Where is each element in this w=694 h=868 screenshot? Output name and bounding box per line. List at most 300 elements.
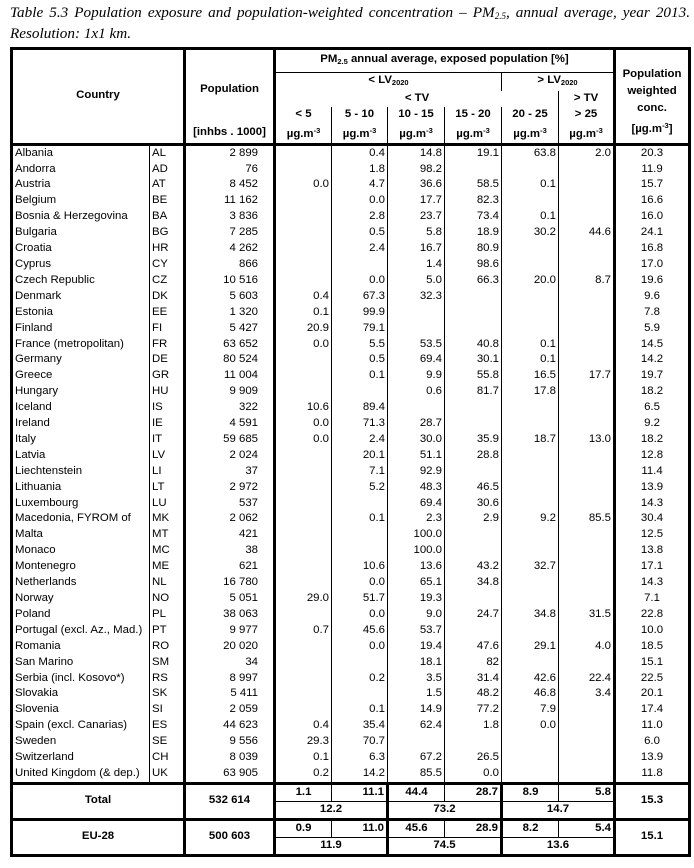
weighted-conc-value: 12.8 [615,448,690,464]
exposure-value [559,718,615,734]
weighted-conc-value: 16.6 [615,193,690,209]
exposure-value: 28.7 [388,416,445,432]
weighted-conc-value: 6.0 [615,734,690,750]
exposure-value: 66.3 [445,273,502,289]
table-row [12,623,690,639]
exposure-value: 0.0 [275,432,332,448]
population-value: 5 427 [185,321,275,337]
exposure-value: 69.4 [388,352,445,368]
exposure-value: 89.4 [332,400,388,416]
exposure-value [559,734,615,750]
exposure-value [445,734,502,750]
country-code: SE [150,734,185,750]
exposure-value: 100.0 [388,527,445,543]
table-row [12,607,690,623]
exposure-value [502,543,559,559]
exposure-value: 14.2 [332,766,388,783]
population-value: 11 162 [185,193,275,209]
table-row [12,368,690,384]
weighted-conc-value: 14.5 [615,337,690,353]
table-row [12,496,690,512]
exposure-value: 20.0 [502,273,559,289]
exposure-value [332,543,388,559]
population-value: 5 603 [185,289,275,305]
table-row [12,543,690,559]
exposure-value: 0.4 [332,144,388,161]
population-value: 866 [185,257,275,273]
exposure-value: 23.7 [388,209,445,225]
weighted-conc-value: 17.4 [615,702,690,718]
country-code: DK [150,289,185,305]
table-row [12,639,690,655]
country-code: NO [150,591,185,607]
population-value: 2 062 [185,511,275,527]
exposure-value [275,671,332,687]
country-name: Slovenia [12,702,150,718]
unit-cell: $\mu g.m^{-3}$ [559,123,615,144]
exposure-value [332,686,388,702]
exposure-value [275,384,332,400]
country-name: Serbia (incl. Kosovo*) [12,671,150,687]
country-code: CZ [150,273,185,289]
exposure-value: 98.6 [445,257,502,273]
exposure-value [502,400,559,416]
weighted-conc-value: 14.2 [615,352,690,368]
exposure-value: 29.3 [275,734,332,750]
exposure-value: 55.8 [445,368,502,384]
exposure-value: 0.0 [445,766,502,783]
exposure-value: 31.5 [559,607,615,623]
country-name: Hungary [12,384,150,400]
exposure-value [445,289,502,305]
exposure-value: 9.2 [502,511,559,527]
exposure-value [502,257,559,273]
exposure-value: 70.7 [332,734,388,750]
weighted-conc-value: 9.2 [615,416,690,432]
exposure-value: 0.1 [502,352,559,368]
country-code: LV [150,448,185,464]
total-row [12,783,690,801]
exposure-value: 0.1 [332,702,388,718]
exposure-value: 30.6 [445,496,502,512]
exposure-value [502,623,559,639]
country-code: FI [150,321,185,337]
exposure-value: 46.5 [445,480,502,496]
exposure-value: 53.7 [388,623,445,639]
exposure-value [502,464,559,480]
population-value: 8 452 [185,177,275,193]
population-value: 3 836 [185,209,275,225]
exposure-value [275,543,332,559]
exposure-value [445,543,502,559]
exposure-value [559,337,615,353]
exposure-value: 77.2 [445,702,502,718]
exposure-value [559,464,615,480]
country-name: Malta [12,527,150,543]
exposure-value [559,559,615,575]
exposure-value: 20.1 [332,448,388,464]
weighted-conc-value: 17.1 [615,559,690,575]
population-value: 10 516 [185,273,275,289]
exposure-value [445,305,502,321]
weighted-conc-value: 18.2 [615,384,690,400]
table-row [12,511,690,527]
country-name: Slovakia [12,686,150,702]
exposure-value: 30.2 [502,225,559,241]
table-row [12,766,690,783]
total-group-value: 14.7 [502,801,615,819]
exposure-value: 17.7 [388,193,445,209]
exposure-value [445,623,502,639]
country-name: Macedonia, FYROM of [12,511,150,527]
exposure-value: 45.6 [332,623,388,639]
population-value: 38 063 [185,607,275,623]
exposure-value [502,527,559,543]
exposure-value: 18.1 [388,655,445,671]
country-code: LU [150,496,185,512]
exposure-value: 2.4 [332,432,388,448]
exposure-value: 62.4 [388,718,445,734]
exposure-value: 82 [445,655,502,671]
table-row [12,416,690,432]
weighted-conc-value: 19.6 [615,273,690,289]
exposure-value: 0.0 [332,639,388,655]
population-value: 44 623 [185,718,275,734]
country-name: Norway [12,591,150,607]
table-row [12,671,690,687]
exposure-value [559,448,615,464]
exposure-value [388,400,445,416]
header-weighted-conc: Population weighted conc. $[\mu g.m^{-3}]$ [615,49,690,145]
population-value: 2 059 [185,702,275,718]
country-name: Austria [12,177,150,193]
exposure-value: 0.0 [332,273,388,289]
country-code: IE [150,416,185,432]
weighted-conc-value: 18.5 [615,639,690,655]
exposure-value [445,527,502,543]
country-name: Switzerland [12,750,150,766]
exposure-value: 0.0 [332,607,388,623]
header-above-lv2020: > $LV_{2020}$ [502,73,615,91]
exposure-value [502,575,559,591]
exposure-value: 85.5 [388,766,445,783]
country-name: Liechtenstein [12,464,150,480]
exposure-value [275,352,332,368]
population-value: 7 285 [185,225,275,241]
weighted-conc-value: 16.8 [615,241,690,257]
weighted-conc-value: 22.5 [615,671,690,687]
exposure-value [275,448,332,464]
exposure-value: 4.7 [332,177,388,193]
table-row [12,384,690,400]
exposure-value [445,464,502,480]
exposure-value [445,162,502,178]
population-value: 421 [185,527,275,543]
exposure-value: 67.3 [332,289,388,305]
exposure-value [559,702,615,718]
exposure-value: 35.4 [332,718,388,734]
exposure-value [502,289,559,305]
country-name: Poland [12,607,150,623]
weighted-conc-value: 13.9 [615,480,690,496]
weighted-conc-value: 7.8 [615,305,690,321]
exposure-value [275,686,332,702]
exposure-value [388,321,445,337]
country-name: Ireland [12,416,150,432]
exposure-value: 48.3 [388,480,445,496]
exposure-value [332,527,388,543]
country-code: AL [150,144,185,161]
total-exposure-value: 11.0 [332,819,388,837]
weighted-conc-value: 16.0 [615,209,690,225]
total-population: 532 614 [185,783,275,819]
exposure-value [559,416,615,432]
exposure-value [559,289,615,305]
population-value: 80 524 [185,352,275,368]
country-code: LT [150,480,185,496]
header-below-tv: < TV [404,91,430,104]
exposure-value: 65.1 [388,575,445,591]
table-row [12,225,690,241]
exposure-value [275,273,332,289]
exposure-value: 14.9 [388,702,445,718]
country-code: SK [150,686,185,702]
population-exposure-table [10,47,691,857]
weighted-conc-value: 19.7 [615,368,690,384]
exposure-value: 44.6 [559,225,615,241]
country-code: PL [150,607,185,623]
header-bin-gt25: > 25 [559,107,615,123]
exposure-value: 14.8 [388,144,445,161]
weighted-conc-value: 11.4 [615,464,690,480]
table-row [12,400,690,416]
weighted-conc-value: 11.0 [615,718,690,734]
country-name: Estonia [12,305,150,321]
population-value: 9 909 [185,384,275,400]
exposure-value: 24.7 [445,607,502,623]
exposure-value [502,591,559,607]
country-code: CH [150,750,185,766]
unit-cell: $\mu g.m^{-3}$ [275,123,332,144]
table-row [12,321,690,337]
weighted-conc-value: 6.5 [615,400,690,416]
exposure-value: 32.7 [502,559,559,575]
exposure-value: 92.9 [388,464,445,480]
country-code: IS [150,400,185,416]
country-name: Cyprus [12,257,150,273]
header-population-unit: [inhbs . 1000] [185,123,275,144]
exposure-value: 10.6 [275,400,332,416]
exposure-value: 0.1 [275,750,332,766]
exposure-value: 67.2 [388,750,445,766]
exposure-value: 0.2 [275,766,332,783]
weighted-conc-value: 14.3 [615,575,690,591]
country-code: NL [150,575,185,591]
country-name: Lithuania [12,480,150,496]
exposure-value [559,591,615,607]
total-row [12,819,690,837]
total-exposure-value: 8.2 [502,819,559,837]
country-code: BE [150,193,185,209]
population-value: 16 780 [185,575,275,591]
country-name: Luxembourg [12,496,150,512]
population-value: 5 051 [185,591,275,607]
weighted-conc-value: 7.1 [615,591,690,607]
population-value: 63 905 [185,766,275,783]
country-name: Finland [12,321,150,337]
exposure-value [275,464,332,480]
header-population: Population [185,49,275,123]
exposure-value [559,321,615,337]
exposure-value: 18.9 [445,225,502,241]
population-value: 11 004 [185,368,275,384]
exposure-value: 18.7 [502,432,559,448]
table-caption [10,4,690,43]
population-value: 34 [185,655,275,671]
exposure-value [332,257,388,273]
table-row [12,337,690,353]
exposure-value: 98.2 [388,162,445,178]
exposure-value [559,400,615,416]
exposure-value [445,400,502,416]
exposure-value: 0.6 [388,384,445,400]
exposure-value [275,702,332,718]
country-code: EE [150,305,185,321]
exposure-value [388,734,445,750]
exposure-value [275,639,332,655]
population-value: 2 972 [185,480,275,496]
table-row [12,655,690,671]
exposure-value: 46.8 [502,686,559,702]
header-bin-15-20: 15 - 20 [445,107,502,123]
exposure-value: 42.6 [502,671,559,687]
table-row [12,575,690,591]
country-name: Albania [12,144,150,161]
exposure-value [559,527,615,543]
exposure-value [559,305,615,321]
exposure-value: 53.5 [388,337,445,353]
exposure-value [559,623,615,639]
country-code: UK [150,766,185,783]
exposure-value: 16.5 [502,368,559,384]
exposure-value: 2.0 [559,144,615,161]
population-value: 537 [185,496,275,512]
weighted-conc-value: 20.3 [615,144,690,161]
exposure-value: 9.9 [388,368,445,384]
unit-cell: $\mu g.m^{-3}$ [445,123,502,144]
exposure-value: 5.5 [332,337,388,353]
exposure-value: 79.1 [332,321,388,337]
country-name: Latvia [12,448,150,464]
population-value: 2 024 [185,448,275,464]
exposure-value [502,241,559,257]
total-group-value: 11.9 [275,837,388,855]
exposure-value: 47.6 [445,639,502,655]
exposure-value: 30.0 [388,432,445,448]
exposure-value [275,241,332,257]
exposure-value [275,607,332,623]
header-bin-5-10: 5 - 10 [332,107,388,123]
country-name: Romania [12,639,150,655]
exposure-value: 0.1 [332,511,388,527]
exposure-value: 0.4 [275,289,332,305]
exposure-value: 8.7 [559,273,615,289]
weighted-conc-value: 13.9 [615,750,690,766]
exposure-value [559,750,615,766]
country-code: IT [150,432,185,448]
weighted-conc-value: 13.8 [615,543,690,559]
exposure-value: 51.1 [388,448,445,464]
exposure-value: 2.4 [332,241,388,257]
exposure-value: 5.2 [332,480,388,496]
country-code: AT [150,177,185,193]
exposure-value: 19.1 [445,144,502,161]
exposure-value: 43.2 [445,559,502,575]
country-code: CY [150,257,185,273]
exposure-value: 99.9 [332,305,388,321]
country-name: France (metropolitan) [12,337,150,353]
unit-cell: $\mu g.m^{-3}$ [388,123,445,144]
weighted-conc-value: 11.8 [615,766,690,783]
exposure-value: 0.5 [332,225,388,241]
exposure-value [559,384,615,400]
exposure-value: 13.0 [559,432,615,448]
weighted-conc-value: 30.4 [615,511,690,527]
exposure-value: 100.0 [388,543,445,559]
country-name: Czech Republic [12,273,150,289]
country-name: Netherlands [12,575,150,591]
population-value: 59 685 [185,432,275,448]
population-value: 76 [185,162,275,178]
table-row [12,527,690,543]
exposure-value [332,384,388,400]
exposure-value [502,162,559,178]
weighted-conc-value: 17.0 [615,257,690,273]
exposure-value [502,193,559,209]
table-row [12,352,690,368]
exposure-value: 5.8 [388,225,445,241]
total-weighted-conc: 15.1 [615,819,690,855]
exposure-value [275,496,332,512]
country-code: MT [150,527,185,543]
exposure-value: 34.8 [502,607,559,623]
population-value: 8 039 [185,750,275,766]
exposure-value: 31.4 [445,671,502,687]
table-row [12,448,690,464]
exposure-value [275,655,332,671]
exposure-value [559,193,615,209]
exposure-value [559,209,615,225]
exposure-value: 0.4 [275,718,332,734]
exposure-value: 7.9 [502,702,559,718]
exposure-value: 28.8 [445,448,502,464]
country-name: Bulgaria [12,225,150,241]
country-rows [12,144,690,783]
country-code: RS [150,671,185,687]
exposure-value [275,144,332,161]
exposure-value: 20.9 [275,321,332,337]
exposure-value: 2.3 [388,511,445,527]
exposure-value [502,305,559,321]
exposure-value: 51.7 [332,591,388,607]
header-pm25-group: $PM_{2.5}$ annual average, exposed population [%] [275,49,615,73]
exposure-value: 0.5 [332,352,388,368]
exposure-value: 7.1 [332,464,388,480]
exposure-value: 80.9 [445,241,502,257]
total-label: EU-28 [12,819,185,855]
exposure-value: 0.1 [502,177,559,193]
population-value: 4 262 [185,241,275,257]
